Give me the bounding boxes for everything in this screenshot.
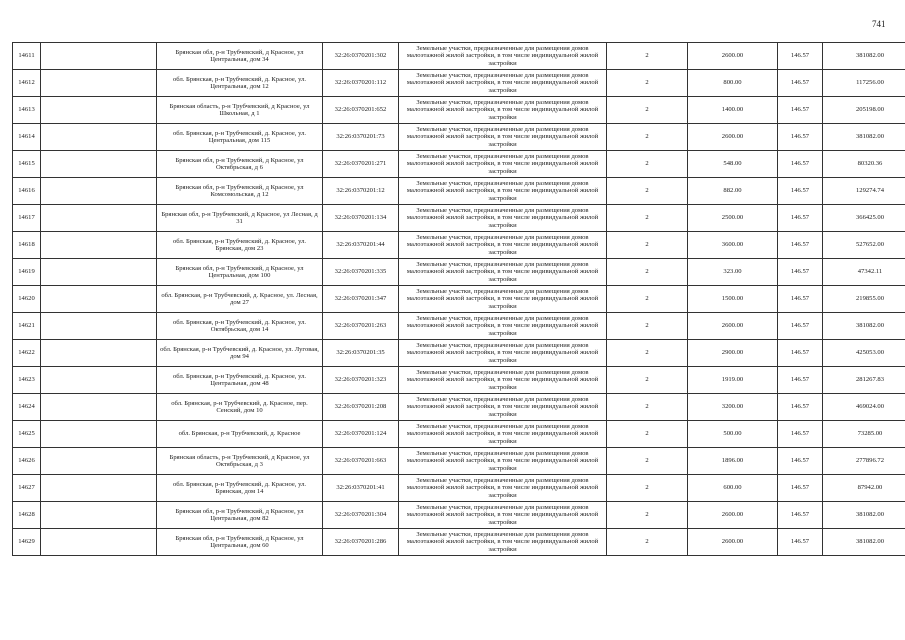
area-cell: 1896.00 — [688, 448, 778, 475]
cadastral-value-cell: 381082.00 — [823, 313, 905, 340]
cadastral-number-cell: 32:26:0370201:304 — [323, 502, 399, 529]
cadastral-number-cell: 32:26:0370201:41 — [323, 475, 399, 502]
land-use-category-cell: Земельные участки, предназначенные для размещения домов малоэтажной жилой застройки, в том числе индивидуальной жилой застройки — [399, 151, 607, 178]
row-number-cell: 14626 — [13, 448, 41, 475]
land-use-category-cell: Земельные участки, предназначенные для размещения домов малоэтажной жилой застройки, в том числе индивидуальной жилой застройки — [399, 124, 607, 151]
land-use-category-cell: Земельные участки, предназначенные для размещения домов малоэтажной жилой застройки, в том числе индивидуальной жилой застройки — [399, 475, 607, 502]
cadastral-number-cell: 32:26:0370201:208 — [323, 394, 399, 421]
group-cell: 2 — [607, 340, 688, 367]
area-cell: 323.00 — [688, 259, 778, 286]
row-number-cell: 14620 — [13, 286, 41, 313]
land-use-category-cell: Земельные участки, предназначенные для размещения домов малоэтажной жилой застройки, в том числе индивидуальной жилой застройки — [399, 205, 607, 232]
cadastral-number-cell: 32:26:0370201:663 — [323, 448, 399, 475]
group-cell: 2 — [607, 475, 688, 502]
address-cell: обл. Брянская, р-н Трубчевский, д. Красное, пер. Сенский, дом 10 — [157, 394, 323, 421]
address-cell: обл. Брянская, р-н Трубчевский, д. Красное, ул. Луговая, дом 94 — [157, 340, 323, 367]
table-row — [13, 259, 905, 286]
table-row — [13, 475, 905, 502]
group-cell: 2 — [607, 43, 688, 70]
page-number: 741 — [872, 19, 886, 29]
cadastral-value-cell: 47342.11 — [823, 259, 905, 286]
address-cell: обл. Брянская, р-н Трубчевский, д. Красное, ул. Центральная, дом 115 — [157, 124, 323, 151]
area-cell: 1400.00 — [688, 97, 778, 124]
cadastral-value-cell: 527652.00 — [823, 232, 905, 259]
land-use-category-cell: Земельные участки, предназначенные для размещения домов малоэтажной жилой застройки, в том числе индивидуальной жилой застройки — [399, 232, 607, 259]
area-cell: 3600.00 — [688, 232, 778, 259]
specific-value-cell: 146.57 — [778, 259, 823, 286]
area-cell: 2600.00 — [688, 502, 778, 529]
specific-value-cell: 146.57 — [778, 178, 823, 205]
land-use-category-cell: Земельные участки, предназначенные для размещения домов малоэтажной жилой застройки, в том числе индивидуальной жилой застройки — [399, 259, 607, 286]
cadastral-value-cell: 205198.00 — [823, 97, 905, 124]
row-number-cell: 14627 — [13, 475, 41, 502]
cadastral-value-cell: 87942.00 — [823, 475, 905, 502]
row-number-cell: 14615 — [13, 151, 41, 178]
cadastral-value-cell: 117256.00 — [823, 70, 905, 97]
cadastral-value-cell: 219855.00 — [823, 286, 905, 313]
address-cell: Брянская обл, р-н Трубчевский, д Красное, ул Центральная, дом 82 — [157, 502, 323, 529]
cadastral-value-cell: 381082.00 — [823, 529, 905, 556]
address-cell: Брянская обл, р-н Трубчевский, д Красное, ул Центральная, дом 34 — [157, 43, 323, 70]
area-cell: 600.00 — [688, 475, 778, 502]
land-use-category-cell: Земельные участки, предназначенные для размещения домов малоэтажной жилой застройки, в том числе индивидуальной жилой застройки — [399, 178, 607, 205]
row-number-cell: 14623 — [13, 367, 41, 394]
cadastral-number-cell: 32:26:0370201:44 — [323, 232, 399, 259]
group-cell: 2 — [607, 313, 688, 340]
row-number-cell: 14624 — [13, 394, 41, 421]
area-cell: 2900.00 — [688, 340, 778, 367]
empty-cell — [41, 124, 157, 151]
specific-value-cell: 146.57 — [778, 232, 823, 259]
cadastral-value-cell: 277896.72 — [823, 448, 905, 475]
empty-cell — [41, 340, 157, 367]
specific-value-cell: 146.57 — [778, 97, 823, 124]
area-cell: 1919.00 — [688, 367, 778, 394]
area-cell: 1500.00 — [688, 286, 778, 313]
table-row — [13, 313, 905, 340]
address-cell: Брянская обл, р-н Трубчевский, д Красное, ул Комсомольская, д 12 — [157, 178, 323, 205]
land-use-category-cell: Земельные участки, предназначенные для размещения домов малоэтажной жилой застройки, в том числе индивидуальной жилой застройки — [399, 367, 607, 394]
specific-value-cell: 146.57 — [778, 205, 823, 232]
cadastral-value-cell: 80320.36 — [823, 151, 905, 178]
specific-value-cell: 146.57 — [778, 475, 823, 502]
address-cell: обл. Брянская, р-н Трубчевский, д. Красное, ул. Центральная, дом 48 — [157, 367, 323, 394]
area-cell: 2500.00 — [688, 205, 778, 232]
cadastral-value-table — [12, 42, 905, 556]
area-cell: 800.00 — [688, 70, 778, 97]
table-row — [13, 70, 905, 97]
land-use-category-cell: Земельные участки, предназначенные для размещения домов малоэтажной жилой застройки, в том числе индивидуальной жилой застройки — [399, 97, 607, 124]
area-cell: 500.00 — [688, 421, 778, 448]
address-cell: обл. Брянская, р-н Трубчевский, д. Красное, ул. Октябрьская, дом 14 — [157, 313, 323, 340]
address-cell: Брянская область, р-н Трубчевский, д Красное, ул Школьная, д 1 — [157, 97, 323, 124]
row-number-cell: 14612 — [13, 70, 41, 97]
specific-value-cell: 146.57 — [778, 151, 823, 178]
specific-value-cell: 146.57 — [778, 340, 823, 367]
land-use-category-cell: Земельные участки, предназначенные для размещения домов малоэтажной жилой застройки, в том числе индивидуальной жилой застройки — [399, 43, 607, 70]
specific-value-cell: 146.57 — [778, 313, 823, 340]
row-number-cell: 14618 — [13, 232, 41, 259]
cadastral-number-cell: 32:26:0370201:286 — [323, 529, 399, 556]
specific-value-cell: 146.57 — [778, 448, 823, 475]
empty-cell — [41, 448, 157, 475]
area-cell: 2600.00 — [688, 124, 778, 151]
specific-value-cell: 146.57 — [778, 286, 823, 313]
empty-cell — [41, 151, 157, 178]
address-cell: Брянская обл, р-н Трубчевский, д Красное, ул Центральная, дом 60 — [157, 529, 323, 556]
empty-cell — [41, 475, 157, 502]
address-cell: обл. Брянская, р-н Трубчевский, д. Красное, ул. Центральная, дом 12 — [157, 70, 323, 97]
row-number-cell: 14621 — [13, 313, 41, 340]
cadastral-value-cell: 281267.83 — [823, 367, 905, 394]
empty-cell — [41, 178, 157, 205]
cadastral-number-cell: 32:26:0370201:652 — [323, 97, 399, 124]
empty-cell — [41, 232, 157, 259]
cadastral-number-cell: 32:26:0370201:271 — [323, 151, 399, 178]
land-use-category-cell: Земельные участки, предназначенные для размещения домов малоэтажной жилой застройки, в том числе индивидуальной жилой застройки — [399, 529, 607, 556]
table-row — [13, 421, 905, 448]
land-use-category-cell: Земельные участки, предназначенные для размещения домов малоэтажной жилой застройки, в том числе индивидуальной жилой застройки — [399, 286, 607, 313]
land-use-category-cell: Земельные участки, предназначенные для размещения домов малоэтажной жилой застройки, в том числе индивидуальной жилой застройки — [399, 421, 607, 448]
specific-value-cell: 146.57 — [778, 124, 823, 151]
cadastral-number-cell: 32:26:0370201:35 — [323, 340, 399, 367]
empty-cell — [41, 367, 157, 394]
area-cell: 2600.00 — [688, 313, 778, 340]
row-number-cell: 14628 — [13, 502, 41, 529]
cadastral-number-cell: 32:26:0370201:124 — [323, 421, 399, 448]
row-number-cell: 14619 — [13, 259, 41, 286]
address-cell: обл. Брянская, р-н Трубчевский, д. Красное, ул. Брянская, дом 14 — [157, 475, 323, 502]
cadastral-value-cell: 469024.00 — [823, 394, 905, 421]
table-row — [13, 178, 905, 205]
row-number-cell: 14622 — [13, 340, 41, 367]
empty-cell — [41, 421, 157, 448]
group-cell: 2 — [607, 529, 688, 556]
group-cell: 2 — [607, 259, 688, 286]
land-use-category-cell: Земельные участки, предназначенные для размещения домов малоэтажной жилой застройки, в том числе индивидуальной жилой застройки — [399, 448, 607, 475]
table-row — [13, 97, 905, 124]
table-row — [13, 232, 905, 259]
group-cell: 2 — [607, 394, 688, 421]
address-cell: Брянская обл, р-н Трубчевский, д Красное, ул Центральная, дом 100 — [157, 259, 323, 286]
cadastral-number-cell: 32:26:0370201:112 — [323, 70, 399, 97]
table-row — [13, 529, 905, 556]
cadastral-value-cell: 73285.00 — [823, 421, 905, 448]
cadastral-value-cell: 129274.74 — [823, 178, 905, 205]
group-cell: 2 — [607, 502, 688, 529]
empty-cell — [41, 205, 157, 232]
land-use-category-cell: Земельные участки, предназначенные для размещения домов малоэтажной жилой застройки, в том числе индивидуальной жилой застройки — [399, 502, 607, 529]
table-row — [13, 124, 905, 151]
land-use-category-cell: Земельные участки, предназначенные для размещения домов малоэтажной жилой застройки, в том числе индивидуальной жилой застройки — [399, 340, 607, 367]
cadastral-value-cell: 381082.00 — [823, 502, 905, 529]
cadastral-number-cell: 32:26:0370201:12 — [323, 178, 399, 205]
row-number-cell: 14625 — [13, 421, 41, 448]
table-row — [13, 448, 905, 475]
empty-cell — [41, 259, 157, 286]
group-cell: 2 — [607, 178, 688, 205]
cadastral-number-cell: 32:26:0370201:73 — [323, 124, 399, 151]
empty-cell — [41, 70, 157, 97]
table-row — [13, 502, 905, 529]
row-number-cell: 14616 — [13, 178, 41, 205]
row-number-cell: 14617 — [13, 205, 41, 232]
empty-cell — [41, 313, 157, 340]
table-row — [13, 151, 905, 178]
table-body — [13, 43, 905, 556]
group-cell: 2 — [607, 70, 688, 97]
cadastral-number-cell: 32:26:0370201:302 — [323, 43, 399, 70]
group-cell: 2 — [607, 232, 688, 259]
empty-cell — [41, 394, 157, 421]
table-row — [13, 394, 905, 421]
group-cell: 2 — [607, 367, 688, 394]
table-row — [13, 340, 905, 367]
specific-value-cell: 146.57 — [778, 421, 823, 448]
group-cell: 2 — [607, 448, 688, 475]
cadastral-value-cell: 381082.00 — [823, 43, 905, 70]
address-cell: Брянская обл, р-н Трубчевский, д Красное, ул Октябрьская, д 6 — [157, 151, 323, 178]
cadastral-value-cell: 381082.00 — [823, 124, 905, 151]
group-cell: 2 — [607, 124, 688, 151]
table-row — [13, 43, 905, 70]
table-row — [13, 286, 905, 313]
group-cell: 2 — [607, 421, 688, 448]
cadastral-value-cell: 366425.00 — [823, 205, 905, 232]
area-cell: 3200.00 — [688, 394, 778, 421]
row-number-cell: 14611 — [13, 43, 41, 70]
table-row — [13, 205, 905, 232]
cadastral-number-cell: 32:26:0370201:134 — [323, 205, 399, 232]
empty-cell — [41, 286, 157, 313]
group-cell: 2 — [607, 97, 688, 124]
group-cell: 2 — [607, 286, 688, 313]
group-cell: 2 — [607, 151, 688, 178]
address-cell: Брянская обл, р-н Трубчевский, д Красное, ул Лесная, д 31 — [157, 205, 323, 232]
empty-cell — [41, 43, 157, 70]
land-use-category-cell: Земельные участки, предназначенные для размещения домов малоэтажной жилой застройки, в том числе индивидуальной жилой застройки — [399, 394, 607, 421]
specific-value-cell: 146.57 — [778, 394, 823, 421]
area-cell: 2600.00 — [688, 43, 778, 70]
row-number-cell: 14629 — [13, 529, 41, 556]
land-use-category-cell: Земельные участки, предназначенные для размещения домов малоэтажной жилой застройки, в том числе индивидуальной жилой застройки — [399, 313, 607, 340]
specific-value-cell: 146.57 — [778, 43, 823, 70]
row-number-cell: 14614 — [13, 124, 41, 151]
cadastral-number-cell: 32:26:0370201:323 — [323, 367, 399, 394]
area-cell: 2600.00 — [688, 529, 778, 556]
cadastral-number-cell: 32:26:0370201:347 — [323, 286, 399, 313]
cadastral-value-cell: 425053.00 — [823, 340, 905, 367]
specific-value-cell: 146.57 — [778, 70, 823, 97]
empty-cell — [41, 97, 157, 124]
area-cell: 882.00 — [688, 178, 778, 205]
cadastral-number-cell: 32:26:0370201:335 — [323, 259, 399, 286]
row-number-cell: 14613 — [13, 97, 41, 124]
table-row — [13, 367, 905, 394]
land-use-category-cell: Земельные участки, предназначенные для размещения домов малоэтажной жилой застройки, в том числе индивидуальной жилой застройки — [399, 70, 607, 97]
area-cell: 548.00 — [688, 151, 778, 178]
cadastral-number-cell: 32:26:0370201:263 — [323, 313, 399, 340]
empty-cell — [41, 502, 157, 529]
specific-value-cell: 146.57 — [778, 367, 823, 394]
address-cell: обл. Брянская, р-н Трубчевский, д. Красное, ул. Лесная, дом 27 — [157, 286, 323, 313]
address-cell: Брянская область, р-н Трубчевский, д Красное, ул Октябрьская, д 3 — [157, 448, 323, 475]
specific-value-cell: 146.57 — [778, 529, 823, 556]
address-cell: обл. Брянская, р-н Трубчевский, д. Красное, ул. Брянская, дом 23 — [157, 232, 323, 259]
specific-value-cell: 146.57 — [778, 502, 823, 529]
address-cell: обл. Брянская, р-н Трубчевский, д. Красное — [157, 421, 323, 448]
group-cell: 2 — [607, 205, 688, 232]
empty-cell — [41, 529, 157, 556]
